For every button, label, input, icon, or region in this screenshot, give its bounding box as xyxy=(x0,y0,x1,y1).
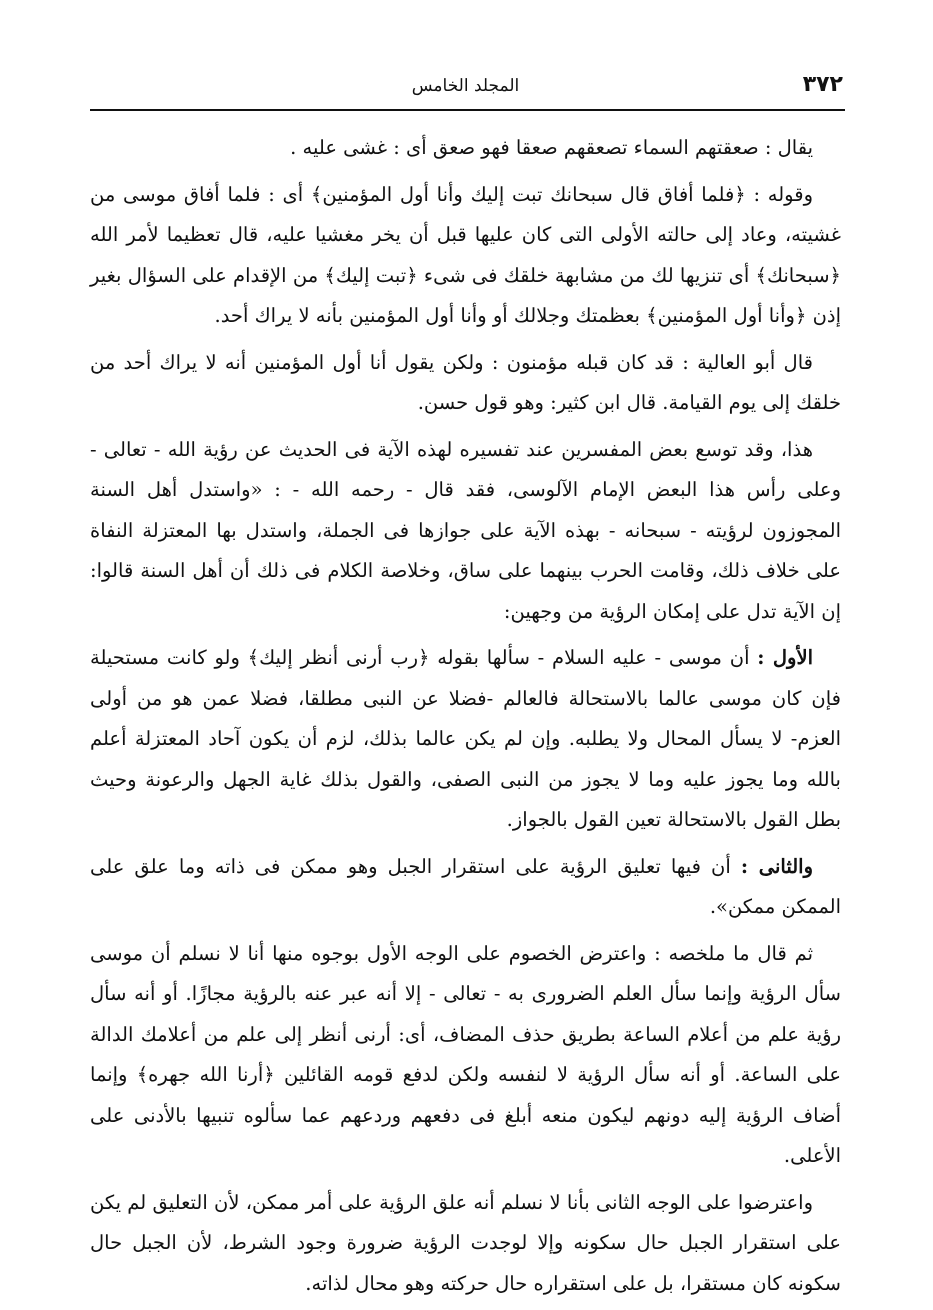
paragraph-text: ثم قال ما ملخصه : واعترض الخصوم على الوجه الأول بوجوه منها أنا لا نسلم أن موسى سأل الرؤية وإنما سأل العلم الضرورى به - تعالى - إلا أنه عبر عنه بالرؤية مجازًا. أو أنه سأل رؤية علم من أعلام الساعة بطريق حذف المضاف، أى: أرنى أنظر إلى علم من أعلامك الدالة على الساعة. أو أنه سأل الرؤية لا لنفسه ولكن لدفع قومه القائلين ﴿أرنا الله جهره﴾ وإنما أضاف الرؤية إليه دونهم ليكون منعه أبلغ فى دفعهم وردعهم عما سألوه تنبيها بالأدنى على الأعلى. xyxy=(90,941,841,1167)
paragraph xyxy=(90,343,841,424)
page-body xyxy=(90,128,841,1310)
paragraph-text: وقوله : ﴿فلما أفاق قال سبحانك تبت إليك وأنا أول المؤمنين﴾ أى : فلما أفاق موسى من غشيته، وعاد إلى حالته الأولى التى كان عليها قبل أن يخر مغشيا عليه، قال تعظيما لأمر الله ﴿سبحانك﴾ أى تنزيها لك من مشابهة خلقك فى شىء ﴿تبت إليك﴾ من الإقدام على السؤال بغير إذن ﴿وأنا أول المؤمنين﴾ بعظمتك وجلالك أو وأنا أول المؤمنين بأنه لا يراك أحد. xyxy=(90,182,841,327)
header-rule xyxy=(90,109,845,111)
paragraph xyxy=(90,128,841,169)
paragraph xyxy=(90,847,841,928)
paragraph xyxy=(90,430,841,633)
paragraph-text: أن فيها تعليق الرؤية على استقرار الجبل وهو ممكن فى ذاته وما علق على الممكن ممكن». xyxy=(90,854,841,918)
paragraph-lead: والثانى : xyxy=(740,854,813,878)
paragraph-text: أن موسى - عليه السلام - سألها بقوله ﴿رب أرنى أنظر إليك﴾ ولو كانت مستحيلة فإن كان موسى عالما بالاستحالة فالعالم -فضلا عن النبى مطلقا، فضلا عمن هو من أولى العزم- لا يسأل المحال ولا يطلبه. وإن لم يكن عالما بذلك، لزم أن يكون آحاد المعتزلة أعلم بالله وما يجوز عليه وما لا يجوز من النبى الصفى، والقول بذلك غاية الجهل والرعونة وحيث بطل القول بالاستحالة تعين القول بالجواز. xyxy=(90,646,841,831)
running-title: المجلد الخامس xyxy=(411,76,520,96)
paragraph xyxy=(90,638,841,841)
paragraph xyxy=(90,175,841,337)
paragraph-text: يقال : صعقتهم السماء تصعقهم صعقا فهو صعق أى : غشى عليه . xyxy=(290,136,813,159)
page-header xyxy=(88,68,843,108)
paragraph-text: قال أبو العالية : قد كان قبله مؤمنون : ولكن يقول أنا أول المؤمنين أنه لا يراك أحد من خلقك إلى يوم القيامة. قال ابن كثير: وهو قول حسن. xyxy=(90,350,841,414)
page-number: ٣٧٢ xyxy=(802,72,843,97)
paragraph xyxy=(90,1183,841,1305)
paragraph-text: هذا، وقد توسع بعض المفسرين عند تفسيره لهذه الآية فى الحديث عن رؤية الله - تعالى - وعلى رأس هذا البعض الإمام الآلوسى، فقد قال - رحمه الله - : «واستدل أهل السنة المجوزون لرؤيته - سبحانه - بهذه الآية على جوازها فى الجملة، واستدل بها المعتزلة النفاة على خلاف ذلك، وقامت الحرب بينهما على ساق، وخلاصة الكلام فى ذلك أن أهل السنة قالوا: إن الآية تدل على إمكان الرؤية من وجهين: xyxy=(90,437,841,623)
paragraph xyxy=(90,934,841,1177)
paragraph-lead: الأول : xyxy=(757,646,813,669)
paragraph-text: واعترضوا على الوجه الثانى بأنا لا نسلم أنه علق الرؤية على أمر ممكن، لأن التعليق لم يكن على استقرار الجبل حال سكونه وإلا لوجدت الرؤية ضرورة وجود الشرط، لأن الجبل حال سكونه كان مستقرا، بل على استقراره حال حركته وهو محال لذاته. xyxy=(90,1190,841,1295)
